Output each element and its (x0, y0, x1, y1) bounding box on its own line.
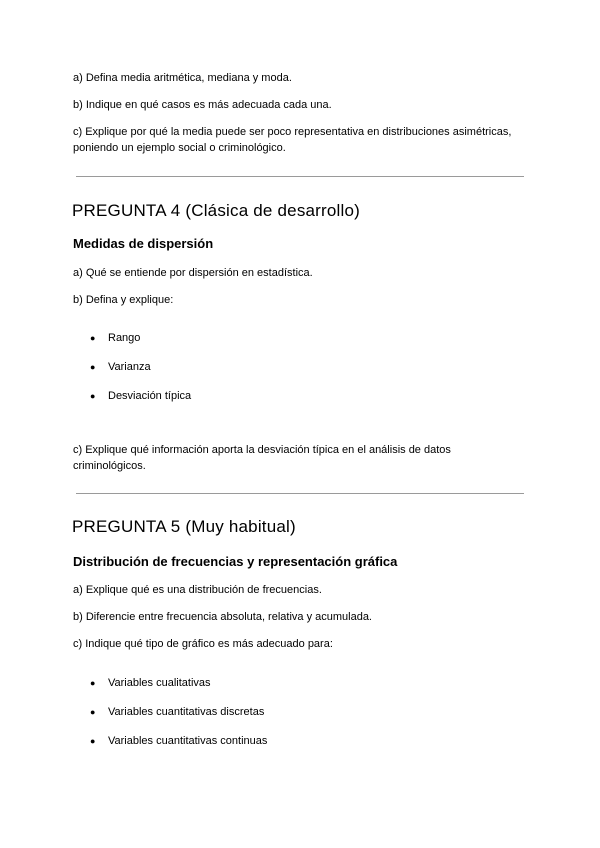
q4-subtitle: Medidas de dispersión (73, 236, 214, 251)
list-item (90, 675, 211, 691)
q4-item-c: c) Explique qué información aporta la desviación típica en el análisis de datos criminológicos. (73, 444, 451, 472)
q5-subtitle: Distribución de frecuencias y representación gráfica (73, 554, 398, 569)
list-item-label: Variables cualitativas (108, 677, 211, 689)
bullet-icon: ● (90, 678, 96, 688)
q5-item-b: b) Diferencie entre frecuencia absoluta, relativa y acumulada. (73, 611, 372, 623)
list-item (90, 330, 140, 346)
q3-item-b: b) Indique en qué casos es más adecuada cada una. (73, 99, 332, 111)
q3-item-c: c) Explique por qué la media puede ser poco representativa en distribuciones asimétricas, poniendo un ejemplo social o criminológico. (73, 126, 512, 154)
list-item (90, 388, 191, 404)
section-divider (76, 493, 524, 494)
list-item-label: Variables cuantitativas continuas (108, 735, 268, 747)
list-item-label: Variables cuantitativas discretas (108, 706, 265, 718)
list-item (90, 359, 151, 375)
q3-item-a: a) Defina media aritmética, mediana y moda. (73, 72, 292, 84)
bullet-icon: ● (90, 362, 96, 372)
list-item (90, 733, 267, 749)
section-divider (76, 176, 524, 177)
q5-title: PREGUNTA 5 (Muy habitual) (72, 517, 296, 536)
bullet-icon: ● (90, 333, 96, 343)
q4-item-a: a) Qué se entiende por dispersión en estadística. (73, 267, 313, 279)
list-item (90, 704, 264, 720)
q4-item-b: b) Defina y explique: (73, 294, 174, 306)
bullet-icon: ● (90, 391, 96, 401)
bullet-icon: ● (90, 707, 96, 717)
q5-item-a: a) Explique qué es una distribución de frecuencias. (73, 584, 322, 596)
list-item-label: Desviación típica (108, 390, 192, 402)
bullet-icon: ● (90, 736, 96, 746)
list-item-label: Rango (108, 332, 141, 344)
q5-item-c: c) Indique qué tipo de gráfico es más adecuado para: (73, 638, 333, 650)
list-item-label: Varianza (108, 361, 151, 373)
q4-title: PREGUNTA 4 (Clásica de desarrollo) (72, 201, 361, 220)
